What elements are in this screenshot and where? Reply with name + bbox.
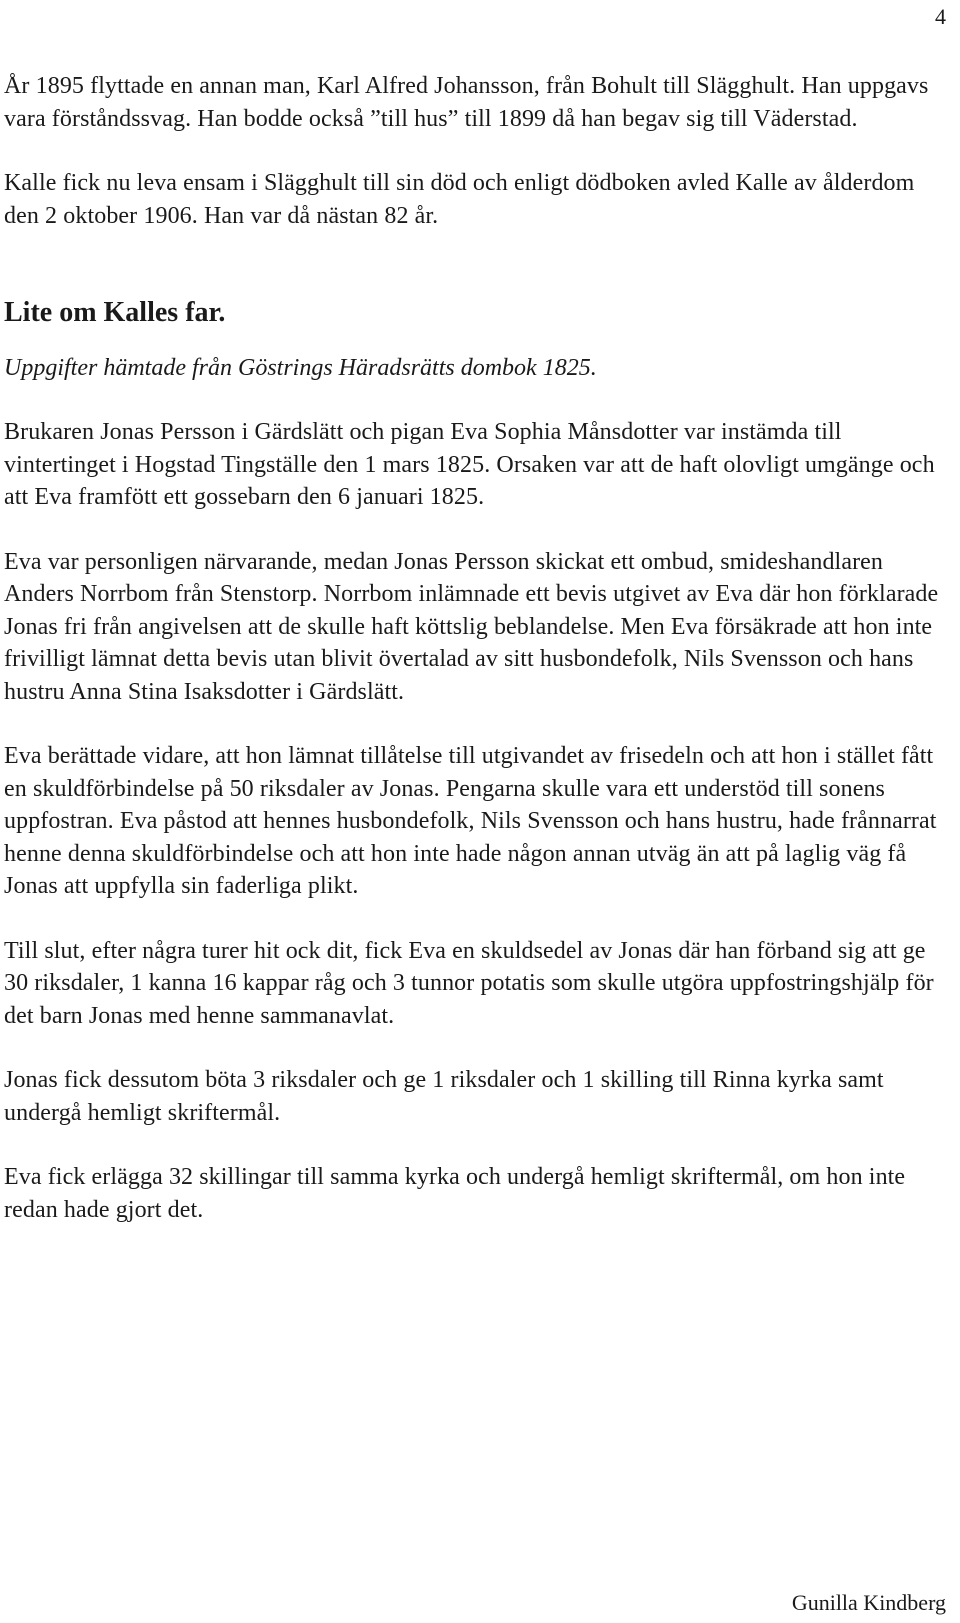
paragraph-4: Eva var personligen närvarande, medan Jonas Persson skickat ett ombud, smideshandlaren Anders Norrbom från Stenstorp. Norrbom inlämnade ett bevis utgivet av Eva där hon förklarade Jonas fri från angivelsen att de skulle haft köttslig beblandelse. Men Eva försäkrade att hon inte frivilligt lämnat detta bevis utan blivit övertalad av sitt husbondefolk, Nils Svensson och hans hustru Anna Stina Isaksdotter i Gärdslätt.	[4, 548, 939, 705]
paragraph-5: Eva berättade vidare, att hon lämnat tillåtelse till utgivandet av frisedeln och att hon i stället fått en skuldförbindelse på 50 riksdaler av Jonas. Pengarna skulle vara ett understöd till sonens uppfostran. Eva påstod att hennes husbondefolk, Nils Svensson och hans hustru, hade frånnarrat henne denna skuldförbindelse och att hon inte hade någon annan utväg än att på laglig väg få Jonas att uppfylla sin faderliga plikt.	[4, 743, 937, 899]
author-footer: Gunilla Kindberg	[791, 1590, 946, 1615]
paragraph-3: Brukaren Jonas Persson i Gärdslätt och pigan Eva Sophia Månsdotter var instämda till vintertinget i Hogstad Tingställe den 1 mars 1825. Orsaken var att de haft olovligt umgänge och att Eva framfött ett gossebarn den 6 januari 1825.	[4, 419, 935, 510]
paragraph-8: Eva fick erlägga 32 skillingar till samma kyrka och undergå hemligt skriftermål, om hon inte redan hade gjort det.	[4, 1164, 906, 1223]
section-subheading: Uppgifter hämtade från Göstrings Häradsrätts dombok 1825.	[4, 355, 597, 381]
paragraph-6: Till slut, efter några turer hit ock dit, fick Eva en skuldsedel av Jonas där han förband sig att ge 30 riksdaler, 1 kanna 16 kappar råg och 3 tunnor potatis som skulle utgöra uppfostringshjälp för det barn Jonas med henne sammanavlat.	[4, 937, 934, 1029]
page-number: 4	[935, 4, 946, 29]
section-heading: Lite om Kalles far.	[4, 297, 226, 328]
paragraph-1: År 1895 flyttade en annan man, Karl Alfred Johansson, från Bohult till Slägghult. Han uppgavs vara förståndssvag. Han bodde också ”till hus” till 1899 då han begav sig till Väderstad.	[4, 73, 929, 132]
paragraph-2: Kalle fick nu leva ensam i Slägghult till sin död och enligt dödboken avled Kalle av ålderdom den 2 oktober 1906. Han var då nästan 82 år.	[4, 170, 915, 229]
document-body	[4, 70, 939, 1226]
paragraph-7: Jonas fick dessutom böta 3 riksdaler och ge 1 riksdaler och 1 skilling till Rinna kyrka samt undergå hemligt skriftermål.	[4, 1067, 884, 1126]
